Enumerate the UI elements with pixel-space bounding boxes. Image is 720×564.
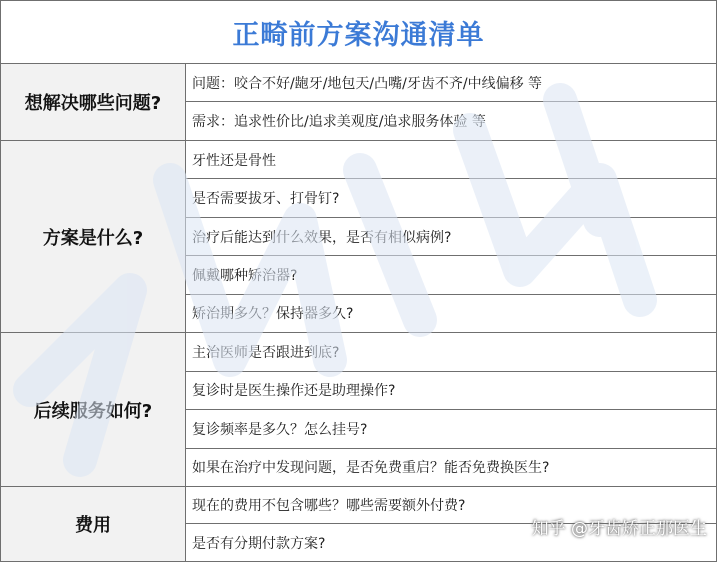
watermark-text: 知乎 @牙齿矫正那医生 — [531, 519, 707, 539]
table-row — [1, 333, 717, 371]
list-item: 如果在治疗中发现问题，是否免费重启？能否免费换医生? — [186, 448, 717, 486]
list-item: 复诊时是医生操作还是助理操作? — [186, 371, 717, 409]
list-item: 是否有分期付款方案? — [186, 524, 717, 562]
list-item: 复诊频率是多久？怎么挂号? — [186, 410, 717, 448]
document-title: 正畸前方案沟通清单 — [232, 19, 485, 51]
section-heading-cost: 费用 — [1, 486, 186, 561]
list-item: 主治医师是否跟进到底? — [186, 333, 717, 371]
table-row — [1, 140, 717, 178]
list-item: 治疗后能达到什么效果，是否有相似病例? — [186, 217, 717, 255]
list-item: 现在的费用不包含哪些？哪些需要额外付费? — [186, 486, 717, 523]
table-row — [1, 64, 717, 102]
section-heading-service: 后续服务如何? — [1, 333, 186, 487]
list-item: 佩戴哪种矫治器? — [186, 256, 717, 294]
checklist-table — [0, 63, 717, 562]
list-item: 牙性还是骨性 — [186, 140, 717, 178]
list-item: 需求：追求性价比/追求美观度/追求服务体验 等 — [186, 102, 717, 140]
section-heading-plan: 方案是什么? — [1, 140, 186, 332]
list-item: 是否需要拔牙、打骨钉? — [186, 179, 717, 217]
list-item: 问题：咬合不好/龅牙/地包天/凸嘴/牙齿不齐/中线偏移 等 — [186, 64, 717, 102]
title-bar — [0, 0, 717, 64]
list-item: 矫治期多久？保持器多久? — [186, 294, 717, 332]
section-heading-problems: 想解决哪些问题? — [1, 64, 186, 141]
